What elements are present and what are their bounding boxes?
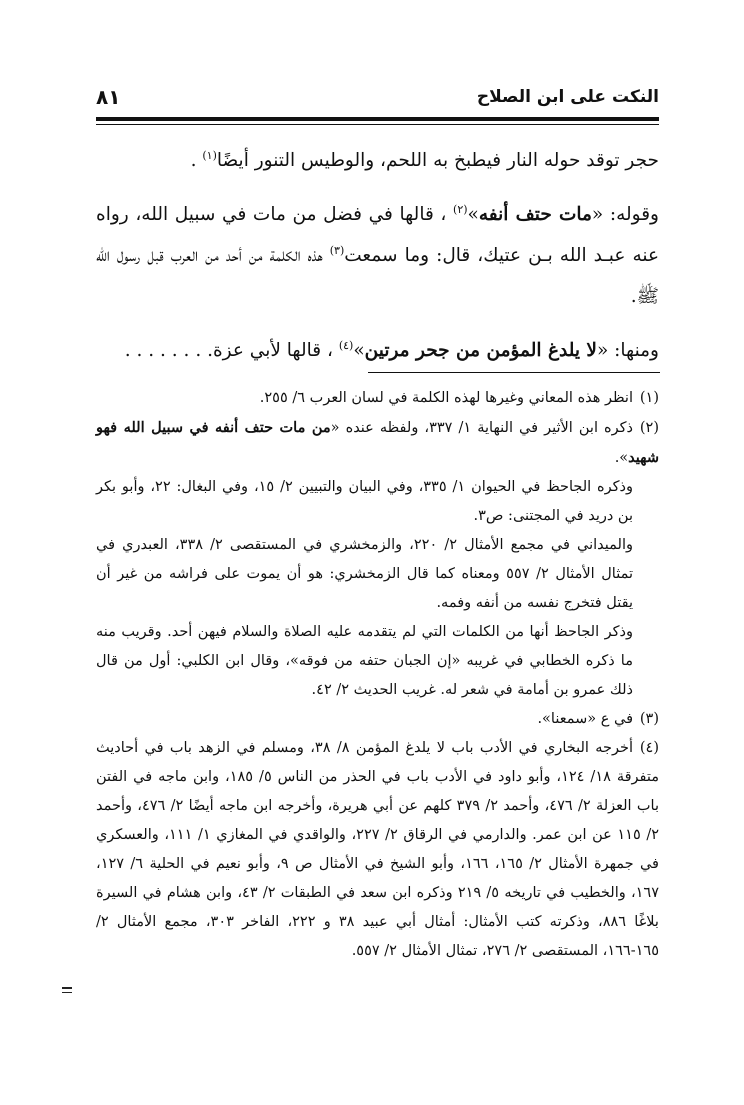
main-text	[96, 140, 659, 371]
footnote-marker-3: (٣)	[329, 243, 345, 257]
footnote-marker-1: (١)	[202, 148, 217, 162]
footnote-2-para-4: وذكر الجاحظ أنها من الكلمات التي لم يتقدمه عليه الصلاة والسلام فيهن أحد. وقريب منه ما ذكره الخطابي في غريبه «إن الجبان حتفه من فوقه»، وقال ابن الكلبي: أول من قال ذلك عمرو بن أمامة في شعر له. غريب الحديث ٢/ ٤٢.	[96, 624, 633, 698]
footnote-2: (٢)ذكره ابن الأثير في النهاية ١/ ٣٣٧، ولفظه عنده «من مات حتف أنفه في سبيل الله فهو شهيد».	[96, 419, 659, 466]
header-rule-thick	[96, 117, 659, 121]
footnotes	[96, 384, 659, 966]
footnote-separator	[368, 372, 660, 373]
footnote-3: (٣)في ع «سمعنا».	[537, 711, 659, 727]
paragraph-2: وقوله: «مات حتف أنفه»$^{(٢)}$ ، قالها في فضل من مات في سبيل الله، رواه عنه عبـد الله بـن عتيك، قال: وما سمعت$^{(٣)}$ هذه الكلمة من أحد من العرب قبل رسول الله ﷺ.	[96, 202, 659, 307]
margin-mark	[62, 987, 72, 995]
footnote-2-para-2: وذكره الجاحظ في الحيوان ١/ ٣٣٥، وفي البيان والتبيين ٢/ ١٥، وفي البغال: ٢٢، وأبو بكر بن دريد في المجتنى: ص٣.	[96, 479, 634, 524]
paragraph-3: ومنها: «لا يلدغ المؤمن من جحر مرتين»$^{(٤)}$ ، قالها لأبي عزة. . . . . . . .	[124, 338, 659, 361]
running-title: النكت على ابن الصلاح	[476, 87, 659, 107]
footnote-marker-2: (٢)	[453, 202, 468, 216]
paragraph-1: حجر توقد حوله النار فيطبخ به اللحم، والوطيس التنور أيضًا$^{(١)}$ .	[190, 148, 659, 171]
footnote-2-para-3: والميداني في مجمع الأمثال ٢/ ٢٢٠، والزمخشري في المستقصى ٢/ ٣٣٨، العبدري في تمثال الأمثال ٢/ ٥٥٧ ومعناه كما قال الزمخشري: هو أن يموت على فراشه من غير أن يقتل فتخرج نفسه من أنفه وفمه.	[96, 537, 633, 611]
footnote-marker-4: (٤)	[338, 338, 354, 352]
page-number: ٨١	[96, 85, 121, 109]
page-header	[96, 84, 659, 114]
footnote-1: (١)انظر هذه المعاني وغيرها لهذه الكلمة في لسان العرب ٦/ ٢٥٥.	[259, 390, 659, 406]
header-rule-thin	[96, 124, 659, 125]
quote-hadith-phrase: مات حتف أنفه	[478, 204, 592, 225]
quote-proverb: لا يلدغ المؤمن من جحر مرتين	[364, 340, 597, 361]
footnote-4: (٤)أخرجه البخاري في الأدب باب لا يلدغ المؤمن ٨/ ٣٨، ومسلم في الزهد باب في أحاديث متفرقة ١٨/ ١٢٤، وأبو داود في الأدب باب في الحذر من الناس ٥/ ١٨٥، وابن ماجه في الفتن باب العزلة ٢/ ٤٧٦، وأحمد ٢/ ٣٧٩ كلهم عن أبي هريرة، وأخرجه ابن ماجه أيضًا ٢/ ٤٧٦، وأحمد ٢/ ١١٥ عن ابن عمر. والدارمي في الرقاق ٢/ ٢٢٧، والواقدي في المغازي ١/ ١١١، والعسكري في جمهرة الأمثال ٢/ ١٦٥، ١٦٦، وأبو الشيخ في الأمثال ص ٩، وأبو نعيم في الحلية ٦/ ١٢٧، ١٦٧، والخطيب في تاريخه ٥/ ٢١٩ وذكره ابن سعد في الطبقات ٢/ ٤٣، وابن هشام في السيرة بلاغًا ٨٨٦، وذكرته كتب الأمثال: أمثال أبي عبيد ٣٨ و ٢٢٢، الفاخر ٣٠٣، مجمع الأمثال ٢/ ١٦٥-١٦٦، المستقصى ٢/ ٢٧٦، تمثال الأمثال ٢/ ٥٥٧.	[96, 740, 660, 959]
